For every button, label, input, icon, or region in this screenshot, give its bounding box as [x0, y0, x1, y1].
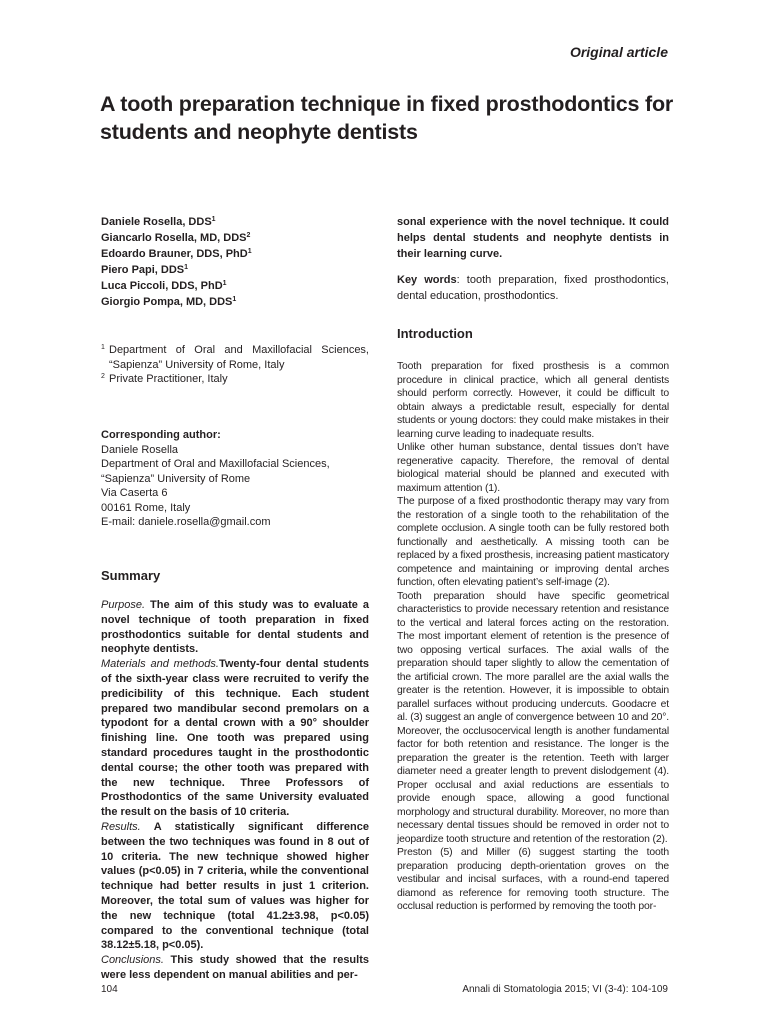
paragraph: The purpose of a fixed prosthodontic therapy may vary from the restoration of a single tooth to the rehabilitation of the complete occlusion. A single tooth can be fully restored both functionally and aesthetically. A missing tooth can be replaced by a fixed prosthesis, increasing patient masticatory competence and maintaining or improving dental arches function, often elevating patient’s self-image (2).: [397, 496, 669, 588]
journal-citation: Annali di Stomatologia 2015; VI (3-4): 104-109: [462, 984, 668, 995]
methods-label: Materials and methods.: [101, 658, 219, 671]
summary-text: Purpose. The aim of this study was to evaluate a novel technique of tooth preparation in fixed prosthodontics suitable for dental students and neophyte dentists. Materials and methods.Twenty-four dental students of the sixth-year class were recruited to verify the predicibility of this technique. Each student prepared two mandibular second premolars on a typodont for a dental crown with a 90° shoulder finishing line. One tooth was prepared using standard procedures taught in the prosthodontic dental course; the other tooth was prepared with the new technique. Three Professors of Prosthodontics of the same University evaluated the result on the basis of 10 criteria. Results. A statistically significant difference between the two techniques was found in 8 out of 10 criteria. The new technique showed higher values (p<0.05) in 7 criteria, while the conventional technique had better results in just 1 criterion. Moreover, the total sum of values was higher for the new technique (total 41.2±3.98, p<0.05) compared to the conventional technique (total 38.12±5.18, p<0.05). Conclusions. This study showed that the results were less dependent on manual abilities and per-: [101, 599, 369, 981]
paragraph: Preston (5) and Miller (6) suggest starting the tooth preparation producing depth-orientation groves on the vestibular and incisal surfaces, with a round-end tapered diamond as reference for removing tooth structure. The occlusal reduction is performed by removing the tooth por-: [397, 847, 669, 912]
author: Piero Papi, DDS$^1$: [101, 264, 189, 276]
section-label: Original article: [569, 44, 668, 60]
corresponding-line: Daniele Rosella: [101, 443, 179, 456]
affiliation-mark: 1: [211, 216, 216, 223]
affiliation: 2 Private Practitioner, Italy: [101, 373, 228, 385]
affiliation: 1 Department of Oral and Maxillofacial Sciences, “Sapienza” University of Rome, Italy: [101, 344, 369, 371]
affiliation-mark: 1: [222, 280, 227, 287]
corresponding-line: 00161 Rome, Italy: [101, 501, 191, 514]
affiliation-mark: 1: [247, 248, 252, 255]
paragraph: Unlike other human substance, dental tissues don’t have regenerative capacity. Therefore, the removal of dental biological material should be planned and executed with maximum attention (1).: [397, 442, 669, 494]
corresponding-author: [101, 428, 369, 530]
article-title: A tooth preparation technique in fixed prosthodontics for students and neophyte dentists: [100, 92, 674, 144]
affiliation-mark: 2: [246, 232, 251, 239]
author-list: [101, 214, 369, 310]
corresponding-email[interactable]: E-mail: daniele.rosella@gmail.com: [101, 516, 271, 528]
results-label: Results.: [101, 820, 141, 833]
author: Edoardo Brauner, DDS, PhD$^1$: [101, 248, 252, 260]
introduction-body: [397, 360, 669, 914]
summary-continuation: sonal experience with the novel technique. It could helps dental students and neophyte dentists in their learning curve.: [397, 216, 669, 260]
paragraph: Tooth preparation for fixed prosthesis is a common procedure in clinical practice, which all general dentists should perform correctly. However, it could be difficult to obtain always a predictable result, especially for dental students or young doctors: they could make mistakes in their learning curve leading to inadequate results.: [397, 361, 669, 440]
conclusions-label: Conclusions.: [101, 954, 164, 967]
affiliations: [101, 343, 369, 387]
author: Giorgio Pompa, MD, DDS$^1$: [101, 296, 237, 308]
author: Luca Piccoli, DDS, PhD$^1$: [101, 280, 227, 292]
keywords-label: Key words: [397, 274, 457, 286]
corresponding-heading: Corresponding author:: [101, 429, 221, 441]
corresponding-line: Department of Oral and Maxillofacial Sciences, “Sapienza” University of Rome: [101, 458, 330, 485]
purpose-label: Purpose.: [101, 599, 146, 611]
summary-heading: Summary: [101, 568, 161, 583]
author: Giancarlo Rosella, MD, DDS$^2$: [101, 232, 251, 244]
keywords: Key words: tooth preparation, fixed prosthodontics, dental education, prosthodontics.: [397, 274, 669, 302]
introduction-heading: Introduction: [397, 326, 473, 341]
paragraph: Tooth preparation should have specific geometrical characteristics to provide necessary retention and resistance to the vertical and lateral forces acting on the restoration. The most important element of retention is the presence of two opposing vertical surfaces. The axial walls of the preparation should taper slightly to allow the cementation of the artificial crown. The more parallel are the axial walls the greater is the retention. However, it is impossible to obtain parallel surfaces without producing undercuts. Goodacre et al. (3) suggest an angle of convergence between 10 and 20°. Moreover, the occlusocervical length is another fundamental factor for both retention and resistance. The longer is the preparation the greater is the retention. Teeth with larger diameter need a greater length to prevent dislodgement (4). Proper occlusal and axial reductions are essentials to provide enough space, allowing a good functional morphology and structural durability. Moreover, no more than necessary dental tissues should be removed in order not to jeopardize tooth structure and retention of the restoration (2).: [397, 590, 670, 845]
corresponding-line: Via Caserta 6: [101, 487, 168, 499]
page-number: 104: [101, 984, 118, 995]
affiliation-mark: 1: [184, 264, 189, 271]
affiliation-mark: 1: [232, 296, 237, 303]
author: Daniele Rosella, DDS$^1$: [101, 216, 216, 228]
